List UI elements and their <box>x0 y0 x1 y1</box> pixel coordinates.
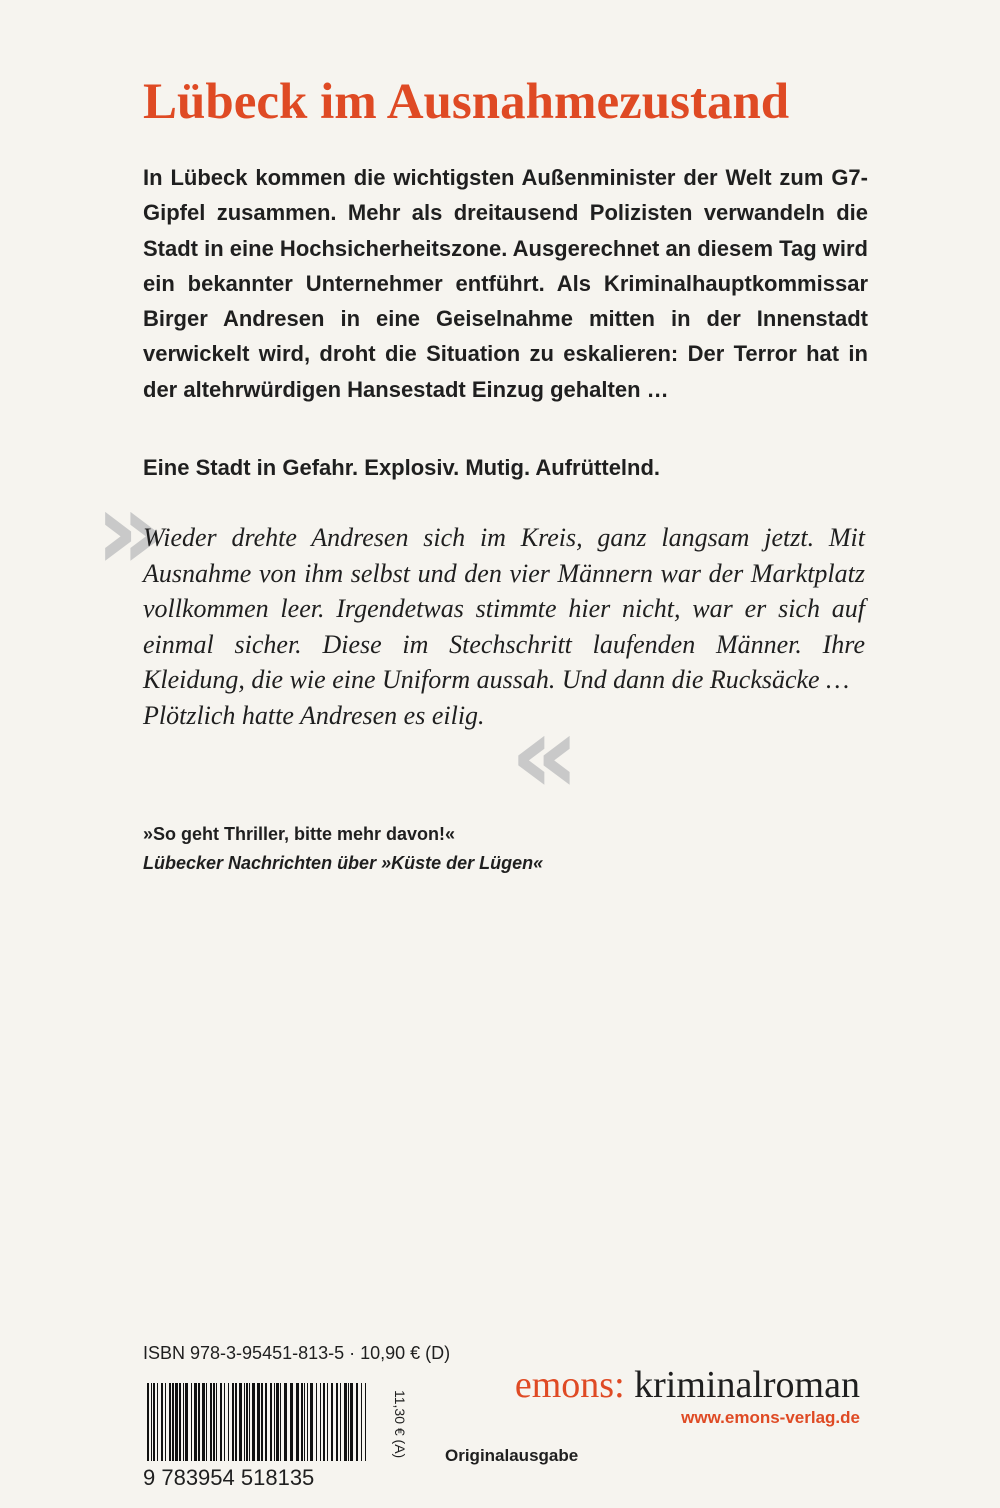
edition-label: Originalausgabe <box>445 1446 579 1465</box>
barcode-bar <box>265 1383 267 1461</box>
barcode-bar <box>310 1383 313 1461</box>
barcode-bar <box>191 1383 192 1461</box>
barcode-digits: 9 783954 518135 <box>143 1465 315 1490</box>
open-quote-mark: » <box>95 469 165 594</box>
barcode-bar <box>206 1383 207 1461</box>
barcode-bars <box>143 1383 373 1465</box>
barcode-bar <box>151 1383 152 1461</box>
barcode-bar <box>235 1383 237 1461</box>
barcode-bar <box>165 1383 166 1461</box>
publisher-website: www.emons-verlag.de <box>681 1408 860 1427</box>
barcode-bar <box>301 1383 303 1461</box>
barcode-bar <box>210 1383 212 1461</box>
barcode-bar <box>202 1383 205 1461</box>
barcode-bar <box>344 1383 347 1461</box>
barcode-bar <box>350 1383 353 1461</box>
barcode-bar <box>224 1383 225 1461</box>
barcode-bar <box>270 1383 272 1461</box>
barcode-bar <box>246 1383 248 1461</box>
barcode-bar <box>183 1383 184 1461</box>
barcode-bar <box>290 1383 293 1461</box>
barcode-bar <box>336 1383 338 1461</box>
price-austria: 11,30 € (A) <box>392 1390 408 1459</box>
barcode-bar <box>323 1383 325 1461</box>
barcode <box>143 1383 373 1493</box>
barcode-bar <box>175 1383 178 1461</box>
press-review <box>143 820 863 878</box>
cover-headline: Lübeck im Ausnahmezustand <box>143 74 790 130</box>
barcode-bar <box>213 1383 215 1461</box>
book-excerpt <box>143 520 865 734</box>
tagline: Eine Stadt in Gefahr. Explosiv. Mutig. Aufrüttelnd. <box>143 455 661 480</box>
barcode-bar <box>153 1383 155 1461</box>
synopsis-paragraph: In Lübeck kommen die wichtigsten Außenminister der Welt zum G7-Gipfel zusammen. Mehr als dreitausend Polizisten verwandeln die Stadt in eine Hochsicherheitszone. Ausgerechnet an diesem Tag wird ein bekannter Unternehmer entführt. Als Kriminalhauptkommissar Birger Andresen in eine Geiselnahme mitten in der Innenstadt verwickelt wird, droht die Situation zu eskalieren: Der Terror hat in der altehrwürdigen Hansestadt Einzug gehalten … <box>143 165 868 402</box>
barcode-bar <box>365 1383 366 1461</box>
barcode-bar <box>316 1383 317 1461</box>
review-quote: »So geht Thriller, bitte mehr davon!« <box>143 824 456 844</box>
barcode-bar <box>304 1383 305 1461</box>
barcode-bar <box>257 1383 260 1461</box>
review-source: Lübecker Nachrichten über »Küste der Lügen« <box>143 853 544 873</box>
barcode-bar <box>179 1383 181 1461</box>
brand-kriminalroman: kriminalroman <box>634 1364 860 1406</box>
barcode-bar <box>157 1383 158 1461</box>
barcode-bar <box>239 1383 242 1461</box>
isbn-price-line: ISBN 978-3-95451-813-5 · 10,90 € (D) <box>143 1343 451 1363</box>
barcode-bar <box>261 1383 263 1461</box>
barcode-bar <box>356 1383 358 1461</box>
barcode-bar <box>296 1383 299 1461</box>
barcode-bar <box>169 1383 171 1461</box>
barcode-bar <box>232 1383 234 1461</box>
barcode-bar <box>340 1383 341 1461</box>
barcode-bar <box>274 1383 275 1461</box>
barcode-bar <box>244 1383 245 1461</box>
barcode-bar <box>198 1383 200 1461</box>
excerpt-last-line: Plötzlich hatte Andresen es eilig. <box>143 700 485 730</box>
barcode-bar <box>194 1383 197 1461</box>
barcode-bar <box>320 1383 321 1461</box>
barcode-bar <box>361 1383 362 1461</box>
barcode-bar <box>147 1383 149 1461</box>
barcode-bar <box>220 1383 222 1461</box>
barcode-bar <box>172 1383 174 1461</box>
barcode-bar <box>327 1383 328 1461</box>
barcode-bar <box>280 1383 281 1461</box>
barcode-bar <box>216 1383 217 1461</box>
barcode-bar <box>307 1383 308 1461</box>
close-quote-mark: « <box>510 693 580 818</box>
barcode-bar <box>252 1383 255 1461</box>
barcode-bar <box>161 1383 163 1461</box>
excerpt-text: Wieder drehte Andresen sich im Kreis, ganz langsam jetzt. Mit Ausnahme von ihm selbst und den vier Männern war der Marktplatz vollkommen leer. Irgendetwas stimmte hier nicht, war er sich auf einmal sicher. Diese im Stechschritt laufenden Männer. Ihre Kleidung, die wie eine Uniform aussah. Und dann die Rucksäcke … <box>143 523 865 695</box>
publisher-brand <box>515 1363 860 1407</box>
barcode-bar <box>331 1383 333 1461</box>
barcode-bar <box>284 1383 287 1461</box>
barcode-bar <box>276 1383 279 1461</box>
barcode-bar <box>228 1383 229 1461</box>
barcode-bar <box>185 1383 188 1461</box>
barcode-bar <box>249 1383 250 1461</box>
brand-emons: emons: <box>514 1364 625 1406</box>
barcode-bar <box>348 1383 349 1461</box>
